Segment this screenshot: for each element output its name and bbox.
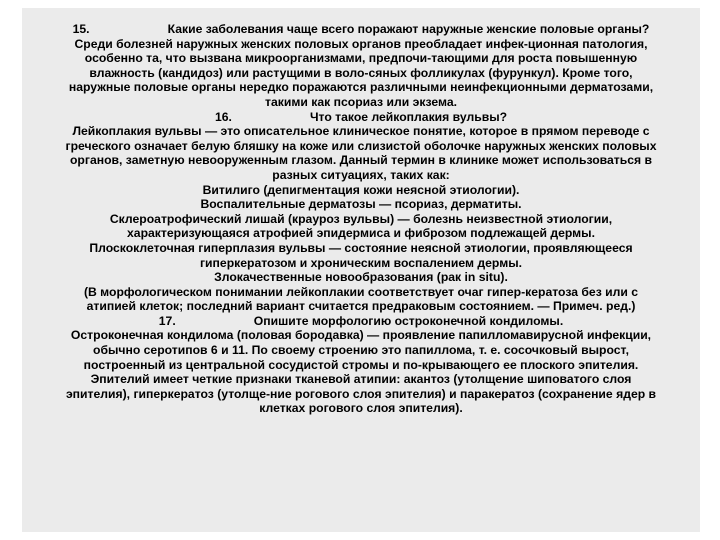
q15-answer-line: наружные половые органы нередко поражаются различными неинфекционными дерматозами, [68,80,654,95]
q16-answer-line: греческого означает белую бляшку на коже или слизистой оболочке наружных женских половых [65,138,657,153]
q16-answer-line: Склероатрофический лишай (крауроз вульвы) — болезнь неизвестной этиологии, [109,211,613,226]
q15-answer-line: особенно та, что вызвана микроорганизмами, предпочи-тающими для роста повышенную [84,51,638,66]
document-page [22,8,700,532]
q16-answer-line: (В морфологическом понимании лейкоплакии соответствует очаг гипер-кератоза без или с [83,284,639,299]
q16-answer-line: Воспалительные дерматозы — псориаз, дерматиты. [200,197,522,212]
document-text [22,22,700,416]
q16-answer-line: Витилиго (депигментация кожи неясной этиологии). [202,182,520,197]
q16-number: 16. [214,109,232,124]
q17-number: 17. [158,313,176,328]
q17-answer-line: обычно серотипов 6 и 11. По своему строению это папиллома, т. е. сосочковый вырост, [93,343,629,358]
q15-answer-line: Среди болезней наружных женских половых органов преобладает инфек-ционная патология, [74,36,648,51]
q17-heading [22,314,700,329]
q15-heading [22,22,700,37]
q16-question: Что такое лейкоплакия вульвы? [309,109,508,124]
q15-answer-line: влажность (кандидоз) или растущими в воло-сяных фолликулах (фурункул). Кроме того, [89,65,633,80]
q16-answer-line: разных ситуациях, таких как: [272,167,450,182]
q16-answer-line: атипией клеток; последний вариант считается предраковым состоянием. — Примеч. ред.) [86,299,636,314]
q16-answer-line: Злокачественные новообразования (рак in situ). [214,270,508,285]
q16-heading [22,110,700,125]
q17-answer-line: клетках рогового слоя эпителия). [259,401,463,416]
q16-answer-line: Лейкоплакия вульвы — это описательное клиническое понятие, которое в прямом переводе с [72,124,650,139]
q16-answer-line: характеризующаяся атрофией эпидермиса и фиброзом подлежащей дермы. [127,226,595,241]
q16-answer-line: органов, заметную невооруженным глазом. Данный термин в клинике может использоваться в [69,153,653,168]
q17-answer-line: построенный из центральной сосудистой стромы и по-крывающего ее плоского эпителия. [83,357,639,372]
q17-question: Опишите морфологию остроконечной кондиломы. [253,313,564,328]
q17-answer-line: Остроконечная кондилома (половая бородавка) — проявление папилломавирусной инфекции, [70,328,652,343]
q16-answer-line: Плоскоклеточная гиперплазия вульвы — состояние неясной этиологии, проявляющееся [89,240,633,255]
q17-answer-line: эпителия), гиперкератоз (утолще-ние рогового слоя эпителия) и паракератоз (сохранение ядер в [65,386,657,401]
q15-answer-line: такими как псориаз или экзема. [265,94,457,109]
q16-answer-line: гиперкератозом и хроническим воспалением дермы. [199,255,523,270]
q15-number: 15. [72,22,90,36]
q15-question: Какие заболевания чаще всего поражают наружные женские половые органы? [167,22,650,36]
q17-answer-line: Эпителий имеет четкие признаки тканевой атипии: акантоз (утолщение шиповатого слоя [90,372,632,387]
